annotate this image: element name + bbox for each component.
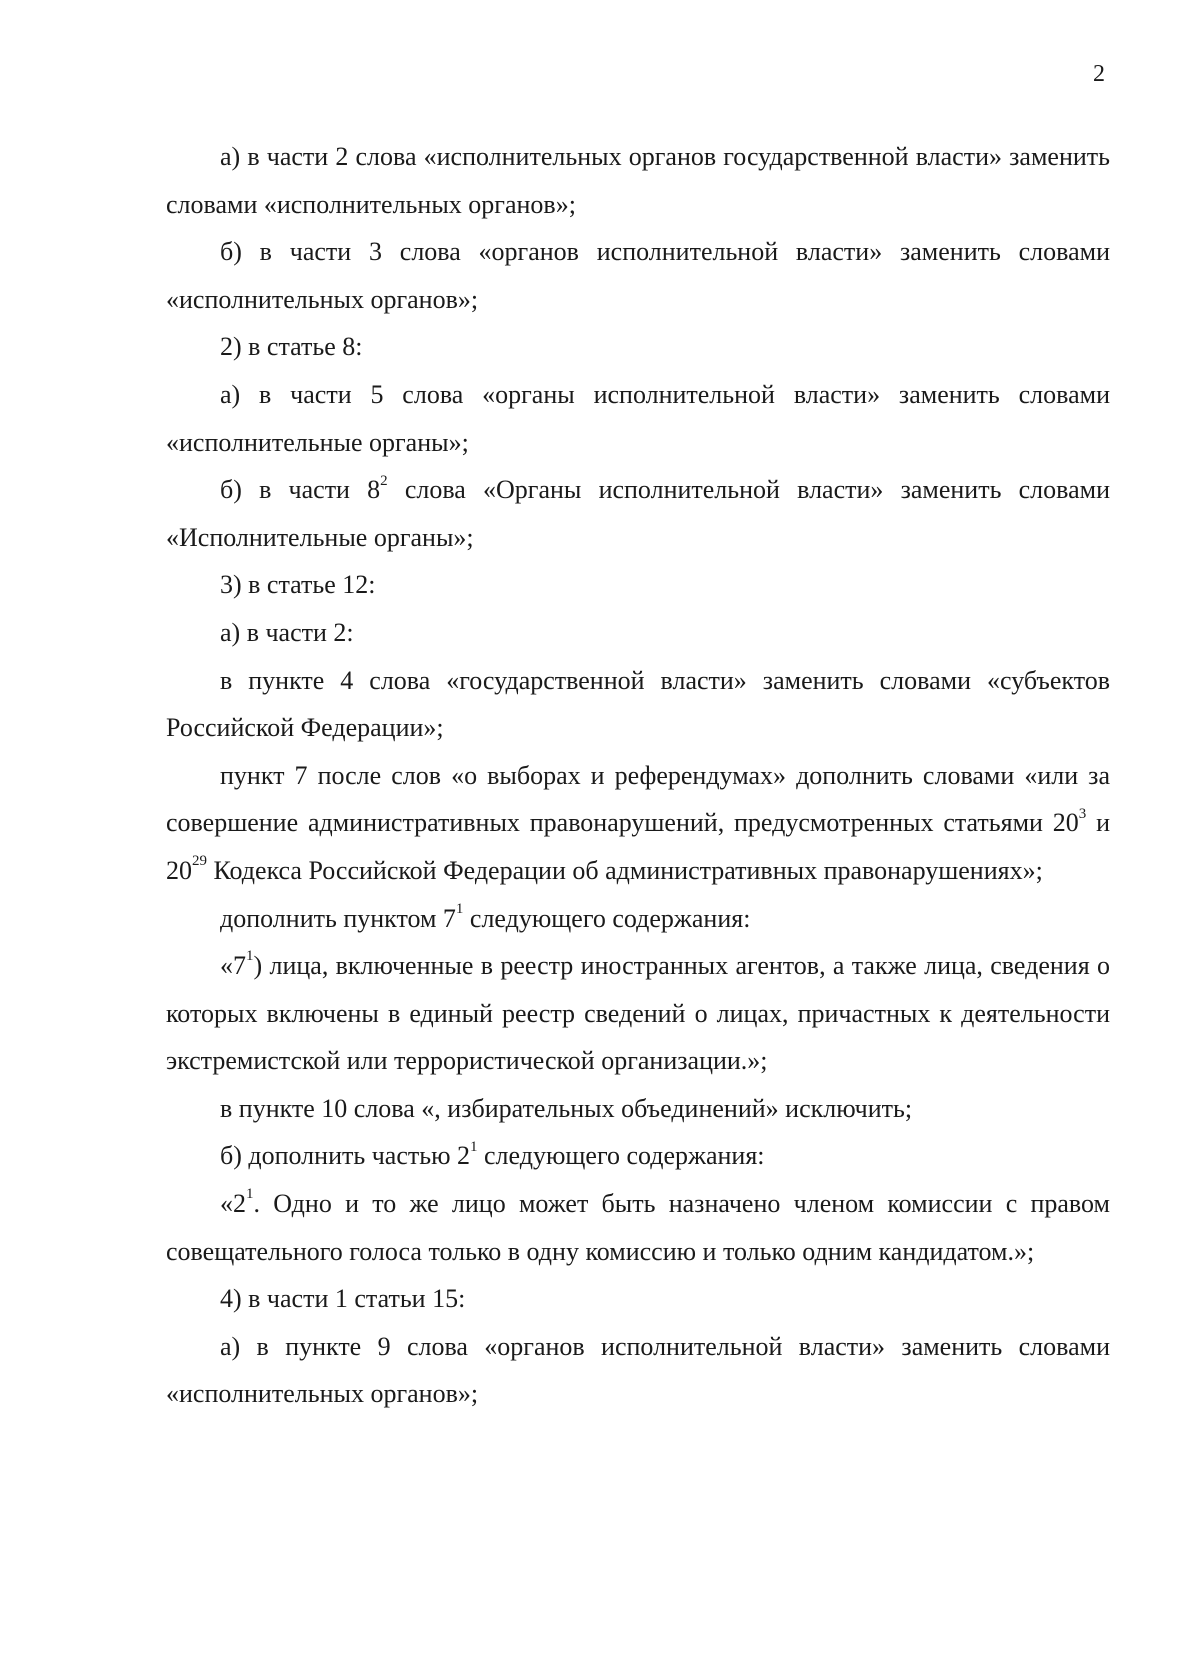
superscript: 29 — [192, 853, 207, 870]
paragraph-p9 — [166, 752, 1110, 895]
superscript: 1 — [246, 1186, 254, 1203]
paragraph-p7 — [166, 609, 1110, 657]
paragraph-p12 — [166, 1085, 1110, 1133]
superscript: 3 — [1078, 805, 1087, 822]
paragraph-p13 — [166, 1132, 1110, 1180]
superscript: 1 — [246, 948, 254, 965]
paragraph-text: следующего содержания: — [463, 903, 751, 933]
paragraph-p10 — [166, 895, 1110, 943]
paragraph-text: ) лица, включенные в реестр иностранных агентов, а также лица, сведения о которых включены в единый реестр сведений о лицах, причастных к деятельности экстремистской или террористической организации.»; — [166, 951, 1110, 1076]
superscript: 1 — [455, 900, 464, 917]
document-body — [166, 133, 1110, 1418]
page-number: 2 — [1093, 61, 1105, 87]
paragraph-text: следующего содержания: — [477, 1141, 765, 1171]
paragraph-text: «2 — [220, 1189, 246, 1219]
paragraph-p6 — [166, 561, 1110, 609]
paragraph-p8 — [166, 657, 1110, 752]
paragraph-text: а) в пункте 9 слова «органов исполнительной власти» заменить словами «исполнительных органов»; — [166, 1331, 1110, 1409]
paragraph-p3 — [166, 323, 1110, 371]
superscript: 2 — [380, 472, 388, 489]
paragraph-p15 — [166, 1275, 1110, 1323]
paragraph-text: б) в части 3 слова «органов исполнительной власти» заменить словами «исполнительных органов»; — [166, 237, 1110, 314]
paragraph-text: дополнить пунктом 7 — [220, 903, 456, 933]
paragraph-text: 4) в части 1 статьи 15: — [220, 1284, 466, 1314]
paragraph-text: и 20 — [166, 808, 1110, 885]
paragraph-p11 — [166, 942, 1110, 1085]
paragraph-text: слова «Органы исполнительной власти» заменить словами «Исполнительные органы»; — [166, 475, 1110, 552]
paragraph-p5 — [166, 466, 1110, 561]
paragraph-text: пункт 7 после слов «о выборах и референдумах» дополнить словами «или за совершение административных правонарушений, предусмотренных статьями 20 — [166, 760, 1110, 838]
paragraph-p16 — [166, 1323, 1110, 1418]
paragraph-text: 2) в статье 8: — [220, 332, 363, 362]
paragraph-text: б) в части 8 — [220, 475, 381, 505]
paragraph-p2 — [166, 228, 1110, 323]
paragraph-text: а) в части 2 слова «исполнительных органов государственной власти» заменить словами «исполнительных органов»; — [166, 142, 1110, 219]
paragraph-text: а) в части 5 слова «органы исполнительной власти» заменить словами «исполнительные органы»; — [166, 379, 1110, 457]
paragraph-text: «7 — [220, 951, 246, 981]
paragraph-p1 — [166, 133, 1110, 228]
superscript: 1 — [470, 1138, 478, 1155]
paragraph-text: б) дополнить частью 2 — [220, 1141, 471, 1171]
paragraph-text: в пункте 4 слова «государственной власти» заменить словами «субъектов Российской Федерации»; — [166, 665, 1110, 743]
paragraph-text: Кодекса Российской Федерации об административных правонарушениях»; — [207, 855, 1043, 885]
paragraph-text: в пункте 10 слова «, избирательных объединений» исключить; — [220, 1093, 913, 1123]
paragraph-text: 3) в статье 12: — [220, 570, 376, 600]
paragraph-text: . Одно и то же лицо может быть назначено членом комиссии с правом совещательного голоса только в одну комиссию и только одним кандидатом.»; — [166, 1189, 1110, 1266]
paragraph-text: а) в части 2: — [220, 617, 354, 647]
paragraph-p4 — [166, 371, 1110, 466]
paragraph-p14 — [166, 1180, 1110, 1275]
